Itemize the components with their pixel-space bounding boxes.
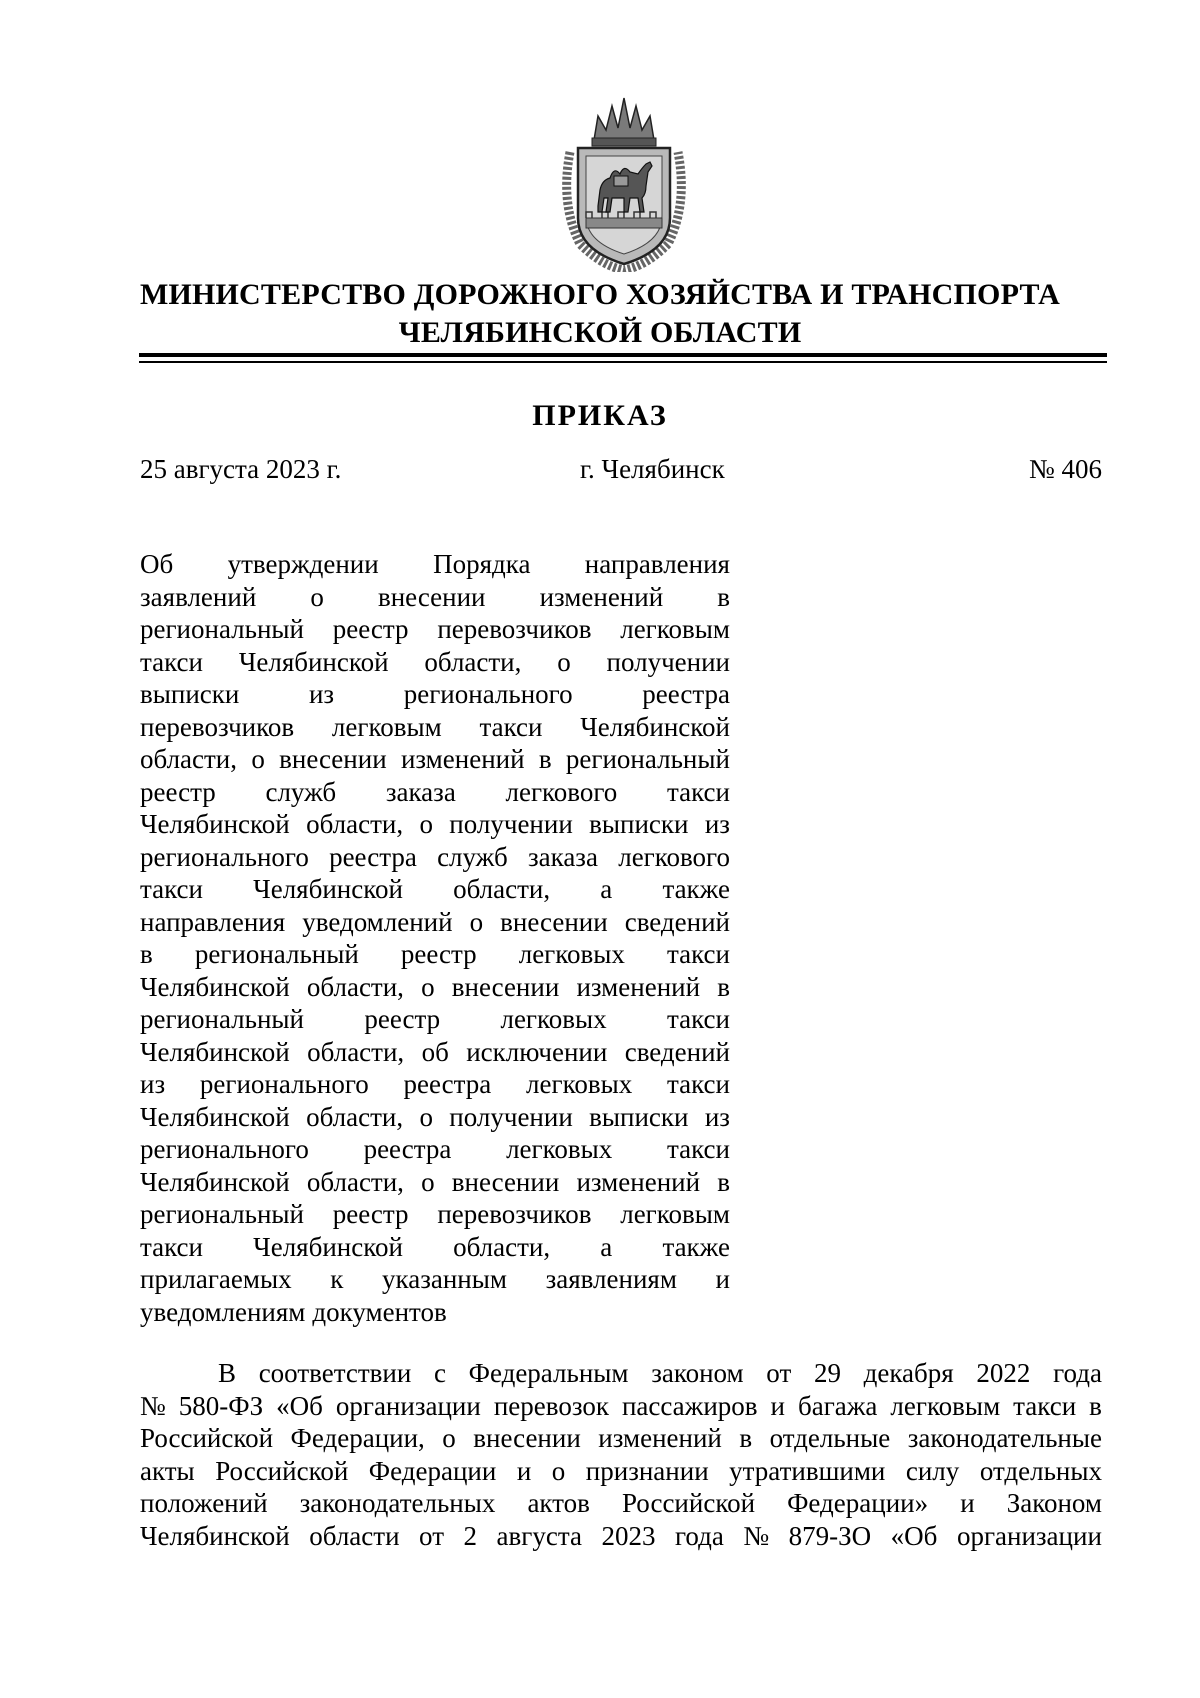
word: изменений (539, 581, 664, 612)
word: внесении (473, 1423, 581, 1453)
word: выписки (589, 809, 689, 839)
word: реестр (400, 939, 477, 969)
word: области, (453, 1231, 551, 1262)
title-line (140, 1003, 730, 1036)
title-line (140, 906, 730, 939)
word: Порядка (433, 549, 531, 579)
word: об (421, 1036, 449, 1067)
word: в (717, 971, 730, 1002)
word: получении (606, 646, 730, 677)
word: организации (335, 1390, 481, 1421)
word: внесении (279, 744, 387, 774)
word: также (662, 874, 730, 904)
word: в (1089, 1390, 1102, 1421)
title-line (140, 841, 730, 874)
word: области (309, 1520, 400, 1551)
word: сведений (624, 1036, 730, 1067)
word: утратившими (729, 1455, 886, 1486)
word: Челябинской (580, 711, 730, 742)
word: Челябинской (140, 1101, 290, 1132)
header-rule-thin (139, 361, 1107, 363)
word: законодательные (907, 1423, 1102, 1453)
word: к (330, 1264, 344, 1294)
word: с (433, 1358, 446, 1388)
word: «Об (890, 1520, 938, 1551)
word: Челябинской (253, 874, 403, 904)
word: и (960, 1488, 975, 1518)
word: законодательных (299, 1488, 496, 1518)
word: региональный (565, 744, 730, 774)
word: пассажиров (621, 1390, 758, 1421)
word: легковых (526, 1069, 633, 1099)
word: изменений (576, 971, 701, 1002)
body-line (140, 1390, 1102, 1423)
word: из (704, 1101, 730, 1132)
word: № (743, 1520, 770, 1551)
word: изменений (576, 1166, 701, 1197)
word: также (662, 1231, 730, 1262)
word: августа (496, 1520, 582, 1551)
word: из (140, 1069, 166, 1099)
word: служб (437, 841, 508, 872)
word: легковым (620, 614, 730, 644)
ministry-name-line-1: МИНИСТЕРСТВО ДОРОЖНОГО ХОЗЯЙСТВА И ТРАНСПОРТА (139, 278, 1061, 311)
word: о (557, 646, 571, 677)
word: региональный (140, 614, 305, 644)
word: внесении (500, 906, 608, 937)
word: актов (527, 1488, 590, 1518)
word: о (419, 809, 433, 839)
word: направления (140, 906, 286, 937)
word: такси (666, 939, 730, 969)
word: такси (140, 874, 203, 904)
word: заявлений (140, 581, 257, 612)
word: 29 (813, 1358, 841, 1388)
word: легковым (331, 711, 442, 742)
title-line (140, 613, 730, 646)
word: а (600, 1231, 613, 1262)
body-line (140, 1455, 1102, 1488)
word: выписки (589, 1101, 689, 1132)
body-line (140, 1357, 1102, 1390)
word: такси (666, 776, 730, 807)
title-line (140, 1296, 730, 1329)
word: перевозчиков (437, 614, 592, 644)
word: отдельные (769, 1423, 891, 1453)
word: служб (265, 776, 337, 807)
word: силу (905, 1455, 960, 1486)
word: Челябинской (253, 1231, 403, 1262)
word: регионального (140, 841, 309, 872)
word: декабря (863, 1358, 954, 1388)
word: положений (140, 1488, 268, 1518)
word: внесении (377, 581, 486, 612)
word: Российской (621, 1488, 756, 1518)
title-line (140, 1036, 730, 1069)
word: от (766, 1358, 792, 1388)
body-line (140, 1520, 1102, 1553)
word: В (218, 1358, 237, 1388)
word: о (551, 1455, 566, 1486)
word: Челябинской (140, 971, 290, 1002)
word: перевозок (493, 1390, 609, 1421)
title-line (140, 743, 730, 776)
word: о (310, 581, 324, 612)
word: Законом (1006, 1488, 1102, 1518)
word: легкового (505, 776, 618, 807)
word: такси (1013, 1390, 1077, 1421)
title-line (140, 548, 730, 581)
word: соответствии (258, 1358, 412, 1388)
word: в (739, 1423, 753, 1453)
word: региональный (140, 1004, 305, 1034)
word: о (251, 744, 265, 774)
word: указанным (382, 1264, 507, 1294)
word: региональный (140, 1199, 305, 1229)
word: в (538, 744, 552, 774)
word: отдельных (979, 1455, 1102, 1486)
word: легковым (890, 1390, 1001, 1421)
body-line (140, 1422, 1102, 1455)
word: выписки (140, 679, 240, 709)
word: регионального (199, 1069, 369, 1099)
title-line (140, 646, 730, 679)
word: о (442, 1423, 456, 1453)
word: акты (140, 1455, 195, 1486)
title-line (140, 1231, 730, 1264)
word: такси (667, 1134, 730, 1164)
word: реестра (363, 1134, 452, 1164)
word: реестр (332, 1199, 409, 1229)
word: Челябинской (140, 1166, 290, 1197)
word: № (140, 1390, 166, 1421)
word: Челябинской (238, 646, 389, 677)
word: сведений (624, 906, 730, 937)
title-line (140, 808, 730, 841)
word: такси (666, 1004, 730, 1034)
word: реестр (332, 614, 409, 644)
word: легковым (620, 1199, 730, 1229)
word: исключении (466, 1036, 608, 1067)
word: такси (479, 711, 543, 742)
word: о (469, 906, 484, 937)
word: и (715, 1264, 730, 1294)
word: получении (449, 809, 573, 839)
title-line (140, 1263, 730, 1296)
word: организации (956, 1520, 1102, 1551)
word: региональный (194, 939, 359, 969)
word: от (419, 1520, 444, 1551)
word: Челябинской (140, 1520, 290, 1551)
word: Об (140, 549, 174, 579)
title-line (140, 1133, 730, 1166)
word: признании (585, 1455, 709, 1486)
word: в (140, 939, 153, 969)
word: легковых (518, 939, 625, 969)
document-type-heading: ПРИКАЗ (532, 399, 668, 432)
word: уведомлений (302, 906, 453, 937)
word: легковых (506, 1134, 613, 1164)
word: о (421, 971, 435, 1002)
word: реестр (364, 1004, 441, 1034)
word: Челябинской (140, 1036, 290, 1067)
word: 879-ЗО (788, 1520, 872, 1551)
word: регионального (403, 679, 573, 709)
word: направления (584, 549, 730, 579)
title-line (140, 711, 730, 744)
word: Челябинской (140, 809, 290, 839)
order-date: 25 августа 2023 г. (140, 454, 342, 484)
order-number: № 406 (1028, 454, 1102, 484)
word: области, (306, 1101, 404, 1132)
word: области, (307, 1036, 405, 1067)
word: «Об (276, 1390, 323, 1421)
word: реестра (329, 841, 417, 872)
body-line (140, 1487, 1102, 1520)
word: внесении (451, 1166, 560, 1197)
title-line (140, 678, 730, 711)
title-line (140, 1068, 730, 1101)
word: легкового (618, 841, 730, 872)
word: заказа (385, 776, 456, 807)
word: и (770, 1390, 785, 1421)
word: прилагаемых (140, 1264, 292, 1294)
word: Федерации (368, 1455, 497, 1486)
order-city: г. Челябинск (580, 454, 725, 484)
word: законом (651, 1358, 744, 1388)
word: такси (140, 646, 203, 677)
word: года (674, 1520, 724, 1551)
word: багажа (797, 1390, 878, 1421)
word: Российской (215, 1455, 349, 1486)
word: перевозчиков (140, 711, 295, 742)
title-line (140, 1198, 730, 1231)
word: области, (140, 744, 238, 774)
word: реестра (403, 1069, 492, 1099)
word: внесении (451, 971, 560, 1002)
header-rule-thick (139, 353, 1107, 357)
word: в (717, 581, 730, 612)
word: о (419, 1101, 433, 1132)
word: реестра (642, 679, 730, 709)
word: года (1053, 1358, 1102, 1388)
ministry-name-line-2: ЧЕЛЯБИНСКОЙ ОБЛАСТИ (398, 316, 802, 349)
word: перевозчиков (437, 1199, 592, 1229)
word: области, (306, 971, 404, 1002)
word: из (308, 679, 335, 709)
word: реестр (140, 776, 216, 807)
title-line (140, 971, 730, 1004)
word: 2 (463, 1520, 478, 1551)
title-line (140, 581, 730, 614)
word: легковых (500, 1004, 607, 1034)
word: области, (306, 809, 404, 839)
coat-of-arms-chelyabinsk-region (556, 94, 692, 272)
word: 580-ФЗ (178, 1390, 264, 1421)
title-line (140, 776, 730, 809)
word: Российской (140, 1423, 274, 1453)
word: а (600, 874, 613, 904)
word: о (421, 1166, 435, 1197)
order-title (140, 548, 730, 1328)
word: в (717, 1166, 730, 1197)
title-line (140, 873, 730, 906)
title-line (140, 1166, 730, 1199)
word: Федерации» (787, 1488, 929, 1518)
word: из (704, 809, 730, 839)
word: уведомлениям (140, 1296, 306, 1327)
word: изменений (400, 744, 525, 774)
word: такси (667, 1069, 730, 1099)
word: области, (424, 646, 522, 677)
word: области, (453, 874, 551, 904)
word: документов (312, 1296, 447, 1327)
order-preamble (140, 1357, 1102, 1552)
word: Федерации, (290, 1423, 425, 1453)
word: области, (306, 1166, 404, 1197)
title-line (140, 938, 730, 971)
word: изменений (598, 1423, 722, 1453)
word: утверждении (227, 549, 379, 579)
word: регионального (140, 1134, 309, 1164)
word: такси (140, 1231, 203, 1262)
word: и (516, 1455, 532, 1486)
title-line (140, 1101, 730, 1134)
word: 2022 (976, 1358, 1031, 1388)
word: заказа (527, 841, 598, 872)
word: Федеральным (468, 1358, 629, 1388)
word: 2023 (601, 1520, 656, 1551)
word: получении (449, 1101, 573, 1132)
word: заявлениям (545, 1264, 677, 1294)
